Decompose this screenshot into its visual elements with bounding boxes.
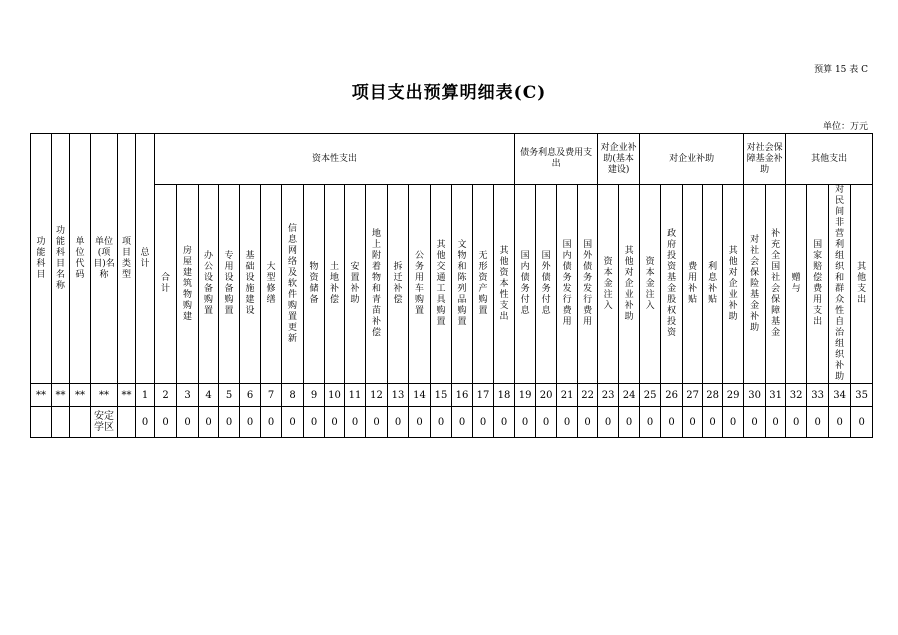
column-header-cell: 安置补助 [345,185,366,384]
column-number-cell: 11 [345,384,366,407]
column-number-cell: 25 [640,384,661,407]
table-cell: 0 [345,407,366,438]
column-number-cell: 21 [557,384,578,407]
column-header-cell: 拆迁补偿 [388,185,409,384]
table-cell [31,407,52,438]
column-number-cell: 14 [409,384,431,407]
column-number-cell: 9 [304,384,325,407]
column-number-cell: 31 [766,384,786,407]
column-header-cell: 国外债务发行费用 [578,185,598,384]
column-number-cell: ** [31,384,52,407]
column-number-cell: ** [52,384,70,407]
column-header-cell: 资本金注入 [598,185,619,384]
column-number-cell: 6 [240,384,261,407]
column-header-cell: 资本金注入 [640,185,661,384]
table-cell: 0 [304,407,325,438]
table-cell: 0 [578,407,598,438]
column-number-cell: 29 [723,384,744,407]
fixed-header-cell: 功能科目 [31,134,52,384]
column-number-cell: ** [70,384,91,407]
group-header-cell: 资本性支出 [155,134,515,185]
table-cell: 0 [452,407,473,438]
fixed-header-cell: 项目类型 [118,134,136,384]
fixed-header-cell: 总计 [136,134,155,384]
column-header-cell: 土地补偿 [325,185,345,384]
column-number-cell: 3 [177,384,199,407]
column-header-cell: 赠与 [786,185,807,384]
table-cell [52,407,70,438]
column-header-row [31,185,873,384]
column-header-cell: 信息网络及软件购置更新 [282,185,304,384]
column-header-cell: 国内债务付息 [515,185,536,384]
column-number-cell: 16 [452,384,473,407]
column-header-cell: 对社会保险基金补助 [744,185,766,384]
column-number-cell: 2 [155,384,177,407]
column-header-cell: 房屋建筑物购建 [177,185,199,384]
table-cell: 0 [325,407,345,438]
fixed-header-cell: 功能科目名称 [52,134,70,384]
column-header-cell: 政府投资基金股权投资 [661,185,683,384]
table-cell: 0 [786,407,807,438]
column-number-cell: 28 [703,384,723,407]
column-header-cell: 国内债务发行费用 [557,185,578,384]
table-cell: 0 [703,407,723,438]
table-cell: 0 [431,407,452,438]
column-header-cell: 公务用车购置 [409,185,431,384]
table-cell: 0 [282,407,304,438]
table-cell: 0 [473,407,494,438]
group-header-row [31,134,873,185]
table-cell: 0 [240,407,261,438]
budget-table [30,133,873,438]
table-cell: 0 [388,407,409,438]
column-header-cell: 专用设备购置 [219,185,240,384]
column-header-cell: 利息补贴 [703,185,723,384]
column-number-cell: 20 [536,384,557,407]
table-cell: 0 [661,407,683,438]
column-header-cell: 其他资本性支出 [494,185,515,384]
number-row [31,384,873,407]
column-number-cell: 5 [219,384,240,407]
column-number-cell: 17 [473,384,494,407]
table-cell: 0 [851,407,873,438]
column-number-cell: 8 [282,384,304,407]
table-cell: 0 [829,407,851,438]
column-number-cell: 23 [598,384,619,407]
column-number-cell: 24 [619,384,640,407]
column-header-cell: 国外债务付息 [536,185,557,384]
table-cell: 0 [723,407,744,438]
column-number-cell: 34 [829,384,851,407]
column-header-cell: 合计 [155,185,177,384]
table-cell [70,407,91,438]
column-header-cell: 物资储备 [304,185,325,384]
column-number-cell: 18 [494,384,515,407]
column-header-cell: 其他支出 [851,185,873,384]
column-number-cell: ** [118,384,136,407]
column-header-cell: 其他对企业补助 [619,185,640,384]
table-cell: 0 [219,407,240,438]
table-cell: 0 [683,407,703,438]
column-header-cell: 国家赔偿费用支出 [807,185,829,384]
table-cell: 0 [557,407,578,438]
group-header-cell: 对企业补助 [640,134,744,185]
table-cell: 安定学区 [91,407,118,438]
column-header-cell: 费用补贴 [683,185,703,384]
fixed-header-cell: 单位代码 [70,134,91,384]
table-cell: 0 [199,407,219,438]
table-cell: 0 [640,407,661,438]
group-header-cell: 对社会保障基金补助 [744,134,786,185]
form-code: 预算 15 表 C [814,65,868,75]
table-cell: 0 [155,407,177,438]
column-number-cell: ** [91,384,118,407]
column-number-cell: 35 [851,384,873,407]
table-cell: 0 [261,407,282,438]
column-number-cell: 15 [431,384,452,407]
table-cell: 0 [536,407,557,438]
table-cell: 0 [807,407,829,438]
column-header-cell: 其他对企业补助 [723,185,744,384]
page-title: 项目支出预算明细表(C) [351,83,547,103]
column-number-cell: 32 [786,384,807,407]
column-number-cell: 26 [661,384,683,407]
column-number-cell: 19 [515,384,536,407]
table-cell: 0 [494,407,515,438]
table-cell [118,407,136,438]
table-cell: 0 [409,407,431,438]
column-header-cell: 补充全国社会保障基金 [766,185,786,384]
table-cell: 0 [515,407,536,438]
column-number-cell: 4 [199,384,219,407]
column-header-cell: 办公设备购置 [199,185,219,384]
table-cell: 0 [366,407,388,438]
group-header-cell: 债务利息及费用支出 [515,134,598,185]
table-cell: 0 [136,407,155,438]
table-row [31,407,873,438]
column-header-cell: 文物和陈列品购置 [452,185,473,384]
column-number-cell: 7 [261,384,282,407]
unit-label: 单位：万元 [822,122,868,132]
group-header-cell: 对企业补助(基本建设) [598,134,640,185]
column-number-cell: 12 [366,384,388,407]
column-number-cell: 33 [807,384,829,407]
group-header-cell: 其他支出 [786,134,873,185]
column-number-cell: 13 [388,384,409,407]
column-number-cell: 27 [683,384,703,407]
column-number-cell: 22 [578,384,598,407]
table-cell: 0 [177,407,199,438]
table-cell: 0 [619,407,640,438]
column-header-cell: 无形资产购置 [473,185,494,384]
table-cell: 0 [598,407,619,438]
fixed-header-cell: 单位(项目)名称 [91,134,118,384]
column-header-cell: 基础设施建设 [240,185,261,384]
column-number-cell: 10 [325,384,345,407]
column-number-cell: 30 [744,384,766,407]
column-number-cell: 1 [136,384,155,407]
table-cell: 0 [744,407,766,438]
column-header-cell: 对民间非营利组织和群众性自治组织补助 [829,185,851,384]
table-cell: 0 [766,407,786,438]
column-header-cell: 地上附着物和青苗补偿 [366,185,388,384]
column-header-cell: 其他交通工具购置 [431,185,452,384]
column-header-cell: 大型修缮 [261,185,282,384]
